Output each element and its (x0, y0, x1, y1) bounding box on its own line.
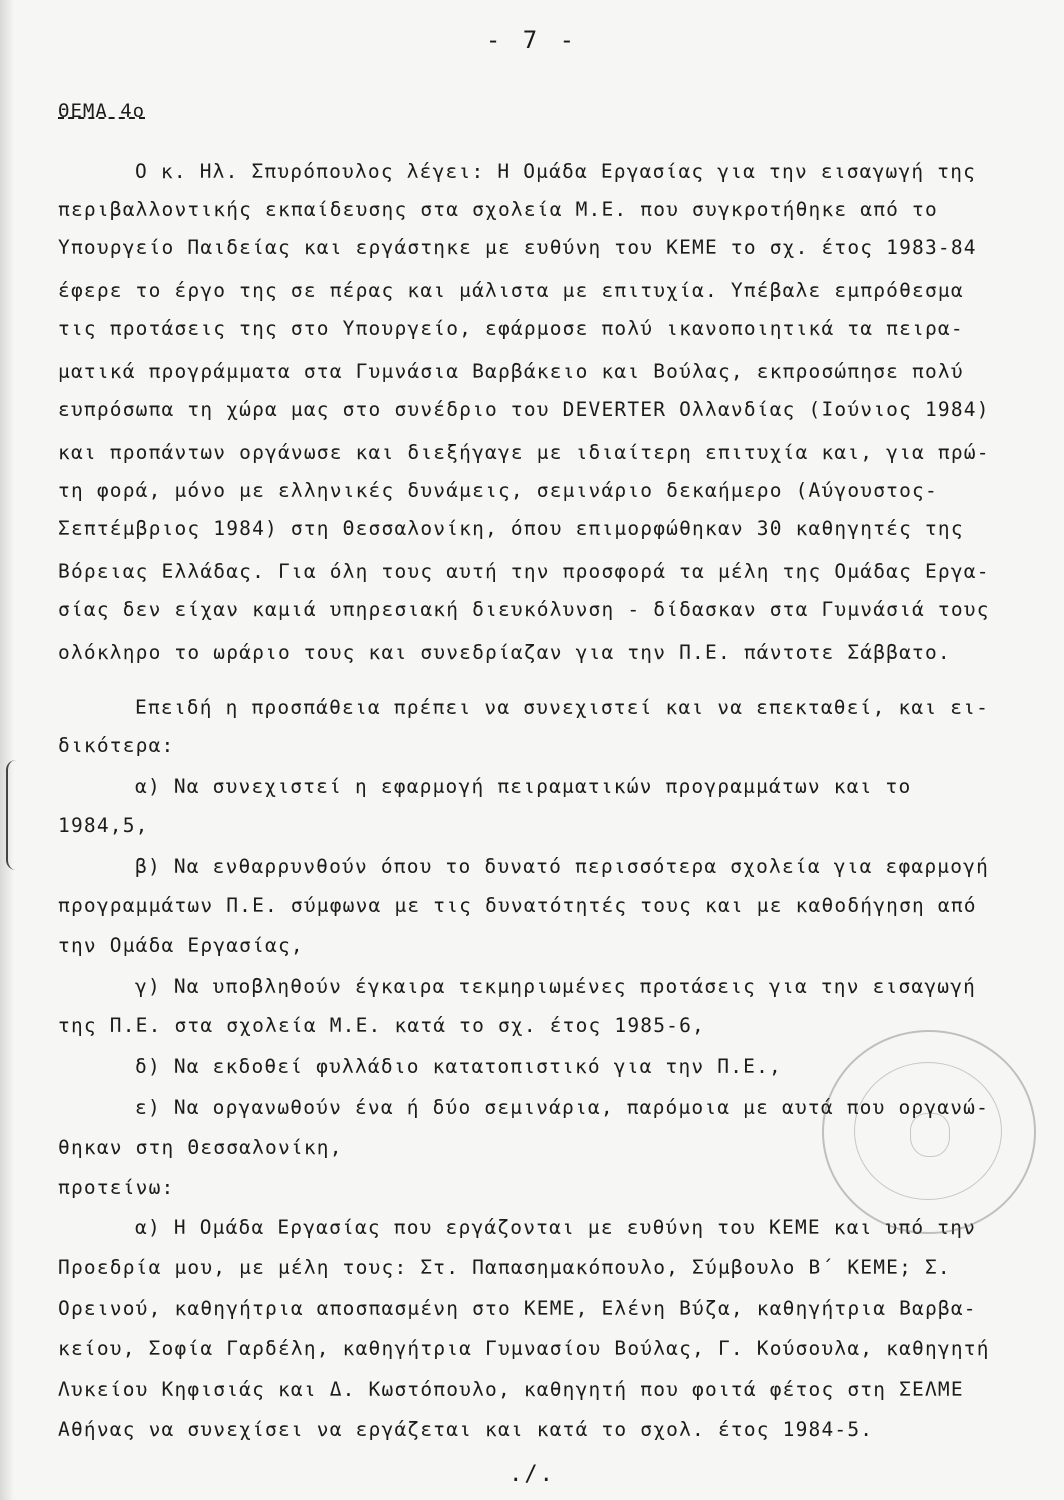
binder-edge (0, 0, 14, 1500)
text-line: Προεδρία μου, με μέλη τους: Στ. Παπασημακόπουλο, Σύμβουλο Β΄ ΚΕΜΕ; Σ. (58, 1256, 951, 1279)
list-item-d: δ) Να εκδοθεί φυλλάδιο κατατοπιστικό για την Π.Ε., (135, 1055, 782, 1078)
text-line: Αθήνας να συνεχίσει να εργάζεται και κατά το σχολ. έτος 1984-5. (58, 1418, 874, 1441)
list-item-a: α) Να συνεχιστεί η εφαρμογή πειραματικών προγραμμάτων και το (135, 775, 912, 798)
proposal-item-a: α) Η Ομάδα Εργασίας που εργάζονται με ευθύνη του ΚΕΜΕ και υπό την (135, 1216, 977, 1239)
text-line: τη φορά, μόνο με ελληνικές δυνάμεις, σεμινάριο δεκαήμερο (Αύγουστος- (58, 479, 938, 502)
text-line: κείου, Σοφία Γαρδέλη, καθηγήτρια Γυμνασίου Βούλας, Γ. Κούσουλα, καθηγητή (58, 1337, 990, 1360)
text-line: ματικά προγράμματα στα Γυμνάσια Βαρβάκειο και Βούλας, εκπροσώπησε πολύ (58, 360, 964, 383)
text-line: 1984,5, (58, 814, 149, 837)
stamp-inner-ring (854, 1062, 1002, 1200)
text-line: Ο κ. Ηλ. Σπυρόπουλος λέγει: Η Ομάδα Εργασίας για την εισαγωγή της (135, 160, 977, 183)
text-line: της Π.Ε. στα σχολεία Μ.Ε. κατά το σχ. έτος 1985-6, (58, 1014, 705, 1037)
text-line: Βόρειας Ελλάδας. Για όλη τους αυτή την προσφορά τα μέλη της Ομάδας Εργα- (58, 560, 990, 583)
text-line: Υπουργείο Παιδείας και εργάστηκε με ευθύνη του ΚΕΜΕ το σχ. έτος 1983-84 (58, 236, 977, 259)
text-line: έφερε το έργο της σε πέρας και μάλιστα με επιτυχία. Υπέβαλε εμπρόθεσμα (58, 279, 964, 302)
emblem-icon (910, 1113, 950, 1157)
text-line: δικότερα: (58, 734, 175, 757)
continuation-mark: ./. (509, 1462, 555, 1487)
text-line: σίας δεν είχαν καμιά υπηρεσιακή διευκόλυνση - δίδασκαν στα Γυμνάσιά τους (58, 598, 990, 621)
text-line: Σεπτέμβριος 1984) στη Θεσσαλονίκη, όπου επιμορφώθηκαν 30 καθηγητές της (58, 517, 964, 540)
page-number: - 7 - (485, 26, 579, 54)
section-heading: ΘΕΜΑ 4ο (58, 100, 146, 122)
text-line: ολόκληρο το ωράριο τους και συνεδρίαζαν για την Π.Ε. πάντοτε Σάββατο. (58, 641, 951, 664)
text-line: περιβαλλοντικής εκπαίδευσης στα σχολεία Μ.Ε. που συγκροτήθηκε από το (58, 198, 938, 221)
text-line: Επειδή η προσπάθεια πρέπει να συνεχιστεί και να επεκταθεί, και ει- (135, 696, 990, 719)
margin-bracket-mark (6, 760, 22, 870)
text-line: ευπρόσωπα τη χώρα μας στο συνέδριο του DEVERTER Ολλανδίας (Ιούνιος 1984) (58, 398, 990, 421)
text-line: την Ομάδα Εργασίας, (58, 934, 304, 957)
official-stamp (822, 1030, 1036, 1234)
text-line: προτείνω: (58, 1176, 175, 1199)
list-item-b: β) Να ενθαρρυνθούν όπου το δυνατό περισσότερα σχολεία για εφαρμογή (135, 855, 990, 878)
text-line: Λυκείου Κηφισιάς και Δ. Κωστόπουλο, καθηγητή που φοιτά φέτος στη ΣΕΛΜΕ (58, 1378, 964, 1401)
list-item-e: ε) Να οργανωθούν ένα ή δύο σεμινάρια, παρόμοια με αυτά που οργανώ- (135, 1096, 990, 1119)
text-line: και προπάντων οργάνωσε και διεξήγαγε με ιδιαίτερη επιτυχία και, για πρώ- (58, 441, 990, 464)
list-item-c: γ) Να υποβληθούν έγκαιρα τεκμηριωμένες προτάσεις για την εισαγωγή (135, 975, 977, 998)
text-line: προγραμμάτων Π.Ε. σύμφωνα με τις δυνατότητές τους και με καθοδήγηση από (58, 894, 977, 917)
text-line: τις προτάσεις της στο Υπουργείο, εφάρμοσε πολύ ικανοποιητικά τα πειρα- (58, 317, 964, 340)
text-line: Ορεινού, καθηγήτρια αποσπασμένη στο ΚΕΜΕ, Ελένη Βύζα, καθηγήτρια Βαρβα- (58, 1297, 977, 1320)
text-line: θηκαν στη Θεσσαλονίκη, (58, 1136, 343, 1159)
